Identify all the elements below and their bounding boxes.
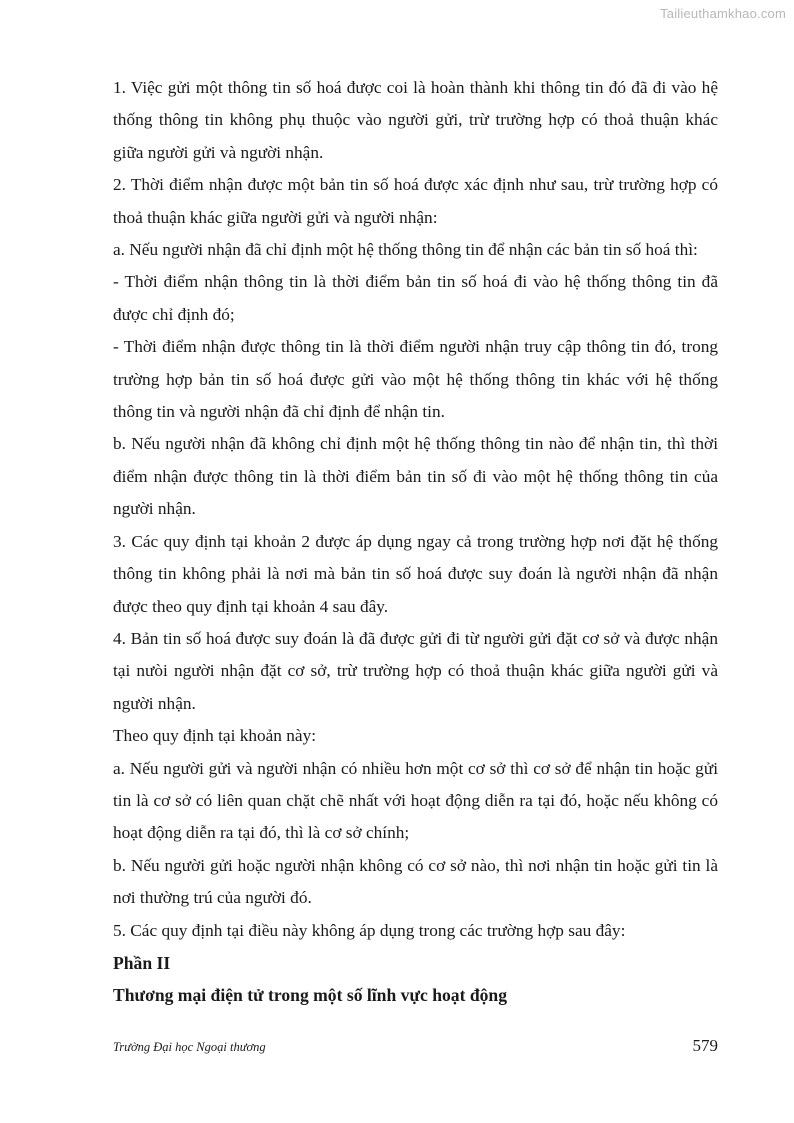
- paragraph-2b: b. Nếu người nhận đã không chỉ định một hệ thống thông tin nào để nhận tin, thì thời điểm nhận được thông tin là thời điểm bản tin số đi vào một hệ thống thông tin của người nhận.: [113, 434, 718, 519]
- paragraph-4: 4. Bản tin số hoá được suy đoán là đã được gửi đi từ người gửi đặt cơ sở và được nhận tại nưòi người nhận đặt cơ sở, trừ trường hợp có thoả thuận khác giữa người gửi và người nhận.: [113, 628, 718, 713]
- paragraph-1: 1. Việc gửi một thông tin số hoá được coi là hoàn thành khi thông tin đó đã đi vào hệ thống thông tin không phụ thuộc vào người gửi, trừ trường hợp có thoả thuận khác giữa người gửi và người nhận.: [113, 78, 718, 162]
- document-body: [113, 72, 718, 1012]
- paragraph-2a-item-1: - Thời điểm nhận thông tin là thời điểm bản tin số hoá đi vào hệ thống thông tin đã được chỉ định đó;: [113, 272, 718, 324]
- part-heading: Phần II: [113, 952, 171, 973]
- footer-school-name: Trường Đại học Ngoại thương: [113, 1040, 266, 1054]
- paragraph-5: 5. Các quy định tại điều này không áp dụng trong các trường hợp sau đây:: [113, 920, 626, 940]
- section-title: Thương mại điện tử trong một số lĩnh vực hoạt động: [113, 985, 508, 1006]
- paragraph-4a: a. Nếu người gửi và người nhận có nhiều hơn một cơ sở thì cơ sở để nhận tin hoặc gửi tin là cơ sở có liên quan chặt chẽ nhất với hoạt động diễn ra tại đó, hoặc nếu không có hoạt động diễn ra tại đó, thì là cơ sở chính;: [113, 758, 718, 843]
- paragraph-2a: a. Nếu người nhận đã chỉ định một hệ thống thông tin để nhận các bản tin số hoá thì:: [113, 240, 698, 260]
- paragraph-2: 2. Thời điểm nhận được một bản tin số hoá được xác định như sau, trừ trường hợp có thoả thuận khác giữa người gửi và người nhận:: [113, 175, 718, 227]
- paragraph-4b: b. Nếu người gửi hoặc người nhận không có cơ sở nào, thì nơi nhận tin hoặc gửi tin là nơi thường trú của người đó.: [113, 855, 718, 908]
- paragraph-3: 3. Các quy định tại khoản 2 được áp dụng ngay cả trong trường hợp nơi đặt hệ thống thông tin không phải là nơi mà bản tin số hoá được suy đoán là người nhận đã nhận được theo quy định tại khoản 4 sau đây.: [113, 531, 718, 616]
- watermark-text: Tailieuthamkhao.com: [660, 6, 786, 21]
- page-footer: [113, 1036, 718, 1056]
- page-number: 579: [692, 1036, 718, 1055]
- paragraph-2a-item-2: - Thời điểm nhận được thông tin là thời điểm người nhận truy cập thông tin đó, trong trường hợp bản tin số hoá được gửi vào một hệ thống thông tin khác với hệ thống thông tin và người nhận đã chỉ định để nhận tin.: [113, 337, 718, 422]
- paragraph-4-intro: Theo quy định tại khoản này:: [113, 726, 317, 746]
